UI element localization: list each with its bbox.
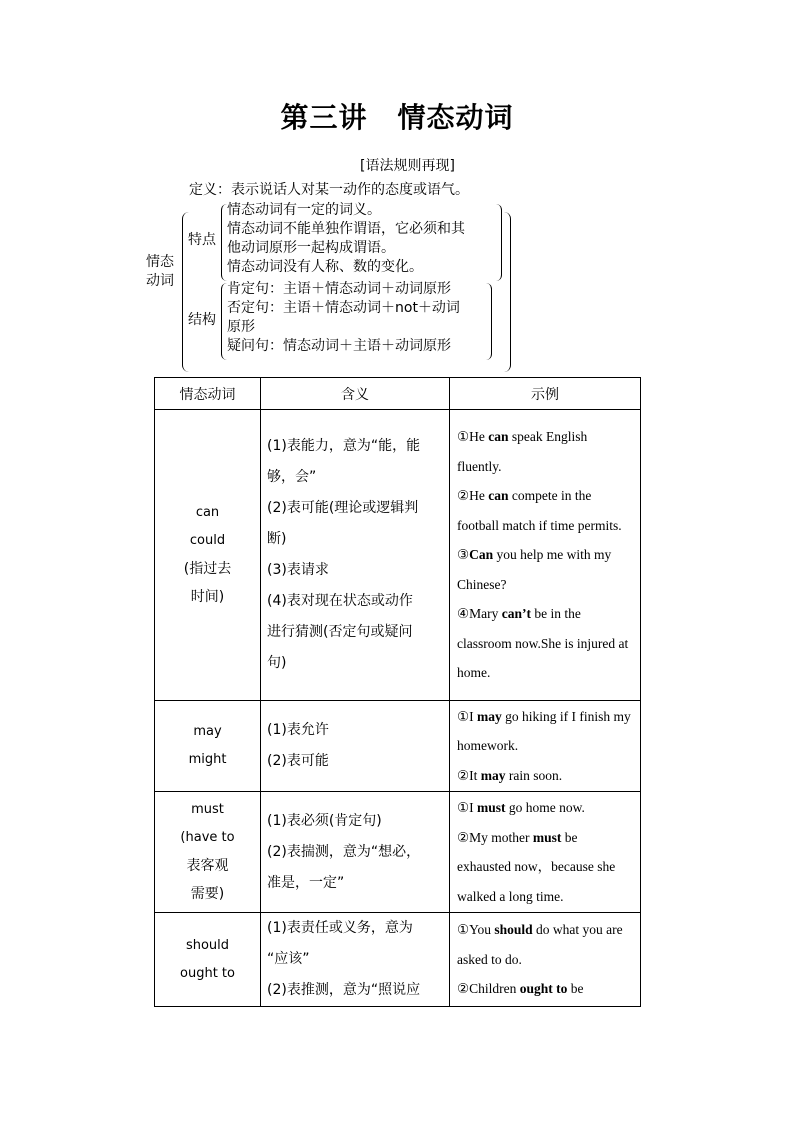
structure-label: 结构	[188, 312, 216, 328]
example-sentence	[457, 915, 633, 974]
feature-line: 情态动词不能单独作谓语，它必须和其	[227, 221, 465, 237]
feature-line: 情态动词没有人称、数的变化。	[227, 259, 423, 275]
example-text: go home now.	[505, 800, 585, 815]
meaning-line: (2)表推测，意为“照说应	[267, 982, 421, 998]
title-lecture-number: 第三讲	[280, 101, 368, 134]
meaning-cell	[261, 410, 450, 701]
example-text: you help me with my Chinese?	[457, 547, 612, 592]
meaning-line: (1)表必须(肯定句)	[267, 812, 382, 829]
verb-cell	[155, 913, 261, 1007]
example-sentence	[457, 761, 633, 791]
meaning-line: (3)表请求	[267, 562, 329, 578]
verb-cell	[155, 701, 261, 792]
example-text: compete in the football match if time permits.	[457, 488, 622, 533]
example-text: be in the classroom now.She is injured at home.	[457, 606, 629, 681]
structure-line: 肯定句：主语＋情态动词＋动词原形	[227, 281, 451, 297]
example-keyword: can’t	[501, 606, 531, 622]
example-sentence	[457, 702, 633, 761]
features-label: 特点	[188, 232, 216, 248]
meaning-line: 准是，一定”	[267, 874, 345, 891]
example-keyword: ought to	[519, 981, 568, 997]
example-keyword: can	[488, 429, 509, 445]
meaning-cell	[261, 913, 450, 1007]
feature-line: 情态动词有一定的词义。	[227, 202, 381, 218]
header-meaning: 含义	[261, 378, 450, 410]
verb-line: might	[188, 752, 227, 767]
example-text: do what you are asked to do.	[457, 922, 623, 967]
meaning-cell	[261, 701, 450, 792]
meaning-line: (2)表可能(理论或逻辑判	[267, 500, 419, 516]
example-cell	[450, 792, 641, 913]
meaning-line: (2)表揣测，意为“想必，	[267, 843, 421, 860]
feature-line: 他动词原形一起构成谓语。	[227, 240, 395, 256]
meaning-line: (4)表对现在状态或动作	[267, 593, 413, 609]
example-keyword: may	[476, 708, 502, 724]
example-keyword: Can	[469, 547, 494, 563]
structure-line: 疑问句：情态动词＋主语＋动词原形	[227, 338, 451, 354]
modal-verbs-table	[154, 377, 641, 1007]
verb-line: (指过去	[183, 561, 232, 577]
concept-label-line1: 情态	[146, 254, 174, 270]
table-row-should	[155, 913, 641, 1007]
meaning-line: “应该”	[267, 951, 310, 967]
example-keyword: must	[476, 800, 506, 815]
example-text: ②My mother	[457, 829, 533, 845]
title-topic: 情态动词	[397, 101, 514, 134]
meaning-line: 断)	[267, 531, 287, 547]
example-text: speak English fluently.	[457, 429, 588, 474]
example-text: ②It	[457, 767, 481, 783]
header-example: 示例	[450, 378, 641, 410]
structure-line: 原形	[227, 319, 255, 335]
definition-text: 定义：表示说话人对某一动作的态度或语气。	[189, 182, 469, 198]
meaning-line: 进行猜测(否定句或疑问	[267, 624, 413, 640]
example-cell	[450, 913, 641, 1007]
verb-line: (have to	[180, 830, 235, 845]
verb-line: 表客观	[186, 858, 229, 874]
example-text: be	[567, 981, 584, 997]
example-cell	[450, 701, 641, 792]
meaning-line: 够，会”	[267, 469, 317, 485]
verb-line: 时间)	[190, 589, 225, 605]
example-keyword: can	[488, 488, 509, 504]
example-keyword: may	[480, 767, 506, 783]
example-sentence	[457, 540, 633, 599]
example-text: ①He	[457, 429, 489, 445]
section-label: [语法规则再现]	[360, 158, 455, 174]
verb-line: ought to	[180, 965, 235, 981]
verb-line: must	[191, 802, 224, 817]
features-right-brace	[496, 204, 502, 281]
table-row-must	[155, 792, 641, 913]
example-keyword: should	[494, 922, 533, 938]
example-text: be exhausted now，because she walked a long time.	[457, 829, 616, 904]
meaning-line: 句)	[267, 655, 287, 671]
meaning-line: (1)表允许	[267, 722, 329, 738]
example-text: ①You	[457, 922, 495, 938]
table-header-row	[155, 378, 641, 410]
example-sentence	[457, 599, 633, 688]
example-sentence	[457, 974, 633, 1004]
outer-right-brace	[504, 212, 511, 372]
example-text: go hiking if I finish my homework.	[457, 708, 631, 754]
example-text: ①I	[457, 800, 477, 815]
verb-line: may	[193, 724, 222, 739]
verb-cell	[155, 792, 261, 913]
example-sentence	[457, 481, 633, 540]
verb-line: could	[189, 533, 226, 548]
example-sentence	[457, 823, 633, 912]
concept-label-line2: 动词	[146, 273, 174, 289]
example-sentence	[457, 793, 633, 823]
page-title	[0, 96, 794, 136]
structure-right-brace	[486, 283, 492, 360]
example-keyword: must	[532, 829, 562, 845]
example-text: ③	[457, 547, 470, 563]
meaning-line: (1)表能力，意为“能，能	[267, 438, 421, 454]
verb-line: should	[185, 937, 230, 953]
header-verb: 情态动词	[155, 378, 261, 410]
example-text: ④Mary	[457, 606, 502, 622]
verb-line: can	[195, 505, 220, 520]
example-sentence	[457, 422, 633, 481]
verb-line: 需要)	[190, 886, 225, 902]
verb-cell	[155, 410, 261, 701]
table-row-can	[155, 410, 641, 701]
example-text: ②Children	[457, 981, 520, 997]
example-text: ①I	[457, 708, 477, 724]
example-text: rain soon.	[505, 767, 563, 783]
example-text: ②He	[457, 488, 489, 504]
structure-line: 否定句：主语＋情态动词＋not＋动词	[227, 300, 460, 316]
meaning-cell	[261, 792, 450, 913]
meaning-line: (1)表责任或义务，意为	[267, 920, 413, 936]
example-cell	[450, 410, 641, 701]
meaning-line: (2)表可能	[267, 753, 329, 769]
table-row-may	[155, 701, 641, 792]
